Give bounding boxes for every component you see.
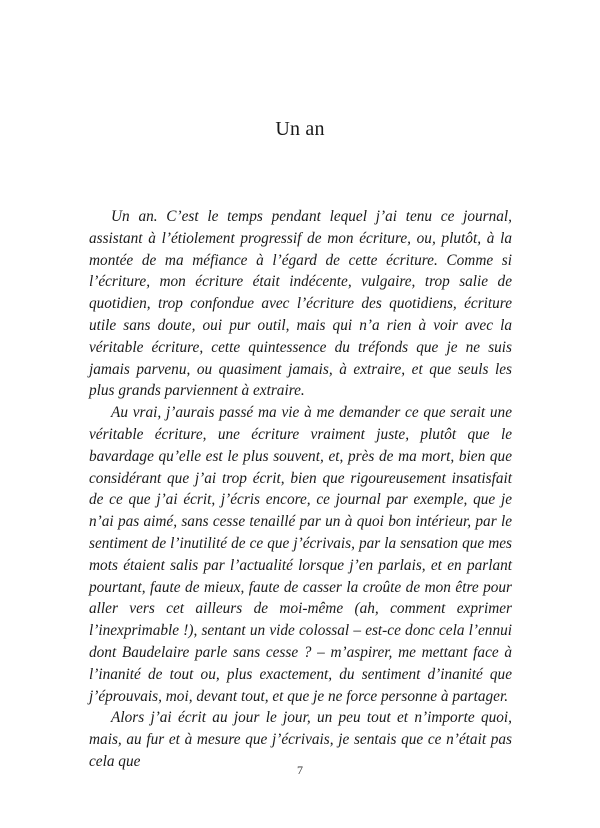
chapter-title: Un an: [275, 118, 325, 140]
paragraph-2: Au vrai, j’aurais passé ma vie à me demander ce que serait une véritable écriture, une écriture vraiment juste, plutôt que le bavardage qu’elle est le plus souvent, et, près de ma mort, bien que considérant que j’ai trop écrit, bien que rigoureusement insatisfait de ce que j’ai écrit, j’écris encore, ce journal par exemple, que je n’ai pas aimé, sans cesse tenaillé par un à quoi bon intérieur, par le sentiment de l’inutilité de ce que j’écrivais, par la sensation que mes mots étaient salis par l’actualité lorsque j’en parlais, et en parlant pourtant, faute de mieux, faute de casser la croûte de mon être pour aller vers cet ailleurs de moi-même (ah, comment exprimer l’inexprimable !), sentant un vide colossal – est-ce donc cela l’ennui dont Baudelaire parle sans cesse ? – m’aspirer, me mettant face à l’inanité de tout ou, plus exactement, du sentiment d’inanité que j’éprouvais, moi, devant tout, et que je ne force personne à partager.: [89, 404, 512, 705]
body-text: [89, 206, 512, 773]
page-number: 7: [297, 763, 303, 777]
paragraph-3: Alors j’ai écrit au jour le jour, un peu tout et n’importe quoi, mais, au fur et à mesure que j’écrivais, je sentais que ce n’était pas cela que: [89, 709, 512, 770]
paragraph-1: Un an. C’est le temps pendant lequel j’ai tenu ce journal, assistant à l’étiolement progressif de mon écriture, ou, plutôt, à la montée de ma méfiance à l’égard de cette écriture. Comme si l’écriture, mon écriture était indécente, vulgaire, trop salie de quotidien, trop confondue avec l’écriture des quotidiens, écriture utile sans doute, oui pur outil, mais qui n’a rien à voir avec la véritable écriture, cette quintessence du tréfonds que je ne suis jamais parvenu, ou quasiment jamais, à extraire, et que seuls les plus grands parviennent à extraire.: [89, 208, 512, 400]
